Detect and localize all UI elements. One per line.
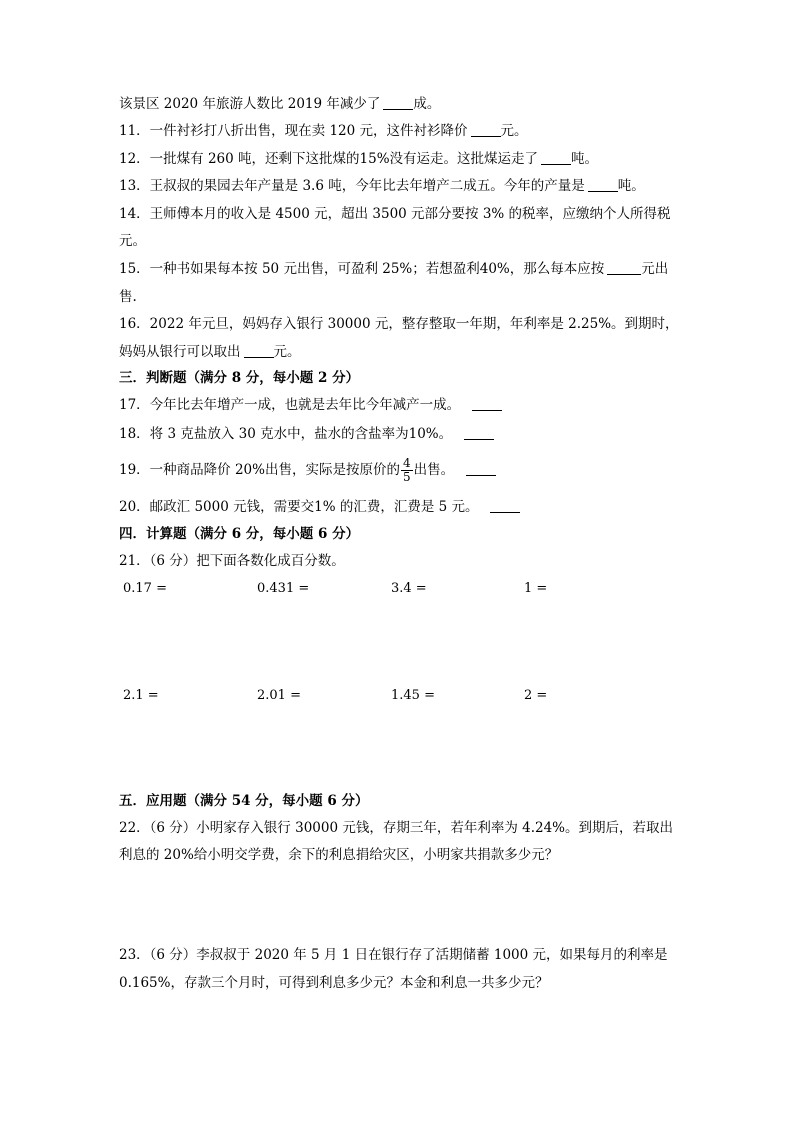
calc-item: 3.4 = [391,581,427,596]
answer-blank[interactable] [244,343,274,358]
question-13: 13．王叔叔的果园去年产量是 3.6 吨，今年比去年增产二成五。今年的产量是 吨。 [119,178,645,194]
answer-blank[interactable] [541,150,571,165]
question-17: 17．今年比去年增产一成，也就是去年比今年减产一成。 [119,395,502,415]
section-apply-heading: 五．应用题（满分 54 分，每小题 6 分） [119,793,369,809]
section-calc-heading: 四．计算题（满分 6 分，每小题 6 分） [119,526,360,542]
question-22-line2: 利息的 20%给小明交学费，余下的利息捐给灾区，小明家共捐款多少元？ [119,847,559,863]
calc-item: 2.1 = [123,688,159,703]
calc-item: 1.45 = [391,688,435,703]
question-15: 15．一种书如果每本按 50 元出售，可盈利 25%；若想盈利40%，那么每本应按 元出 [119,261,669,277]
question-14-line2: 元。 [119,233,146,249]
calc-item: 1 = [524,581,548,596]
answer-blank[interactable] [588,177,618,192]
calc-item: 2.01 = [257,688,301,703]
question-22: 22．（6 分）小明家存入银行 30000 元钱，存期三年，若年利率为 4.24%。到期后，若取出 [119,820,674,836]
answer-blank[interactable] [490,498,520,513]
question-23: 23．（6 分）李叔叔于 2020 年 5 月 1 日在银行存了活期储蓄 1000 元，如果每月的利率是 [119,947,668,963]
calc-item: 0.431 = [257,581,310,596]
q10-continuation: 该景区 2020 年旅游人数比 2019 年减少了 成。 [119,96,441,112]
question-11: 11．一件衬衫打八折出售，现在卖 120 元，这件衬衫降价 元。 [119,123,528,139]
answer-blank[interactable] [471,122,501,137]
question-12: 12．一批煤有 260 吨，还剩下这批煤的15%没有运走。这批煤运走了 吨。 [119,151,599,167]
answer-blank[interactable] [607,260,641,275]
question-16-line2: 妈妈从银行可以取出 元。 [119,344,301,360]
calc-item: 0.17 = [123,581,167,596]
question-18: 18．将 3 克盐放入 30 克水中，盐水的含盐率为10%。 [119,424,494,444]
question-20: 20．邮政汇 5000 元钱，需要交1% 的汇费，汇费是 5 元。 [119,497,520,517]
question-14: 14．王师傅本月的收入是 4500 元，超出 3500 元部分要按 3% 的税率，应缴纳个人所得税 [119,206,671,222]
answer-blank[interactable] [464,425,494,440]
section-judge-heading: 三．判断题（满分 8 分，每小题 2 分） [119,370,360,386]
question-15-line2: 售. [119,289,137,305]
fraction: $\frac{4}{5}$ [402,456,411,484]
question-23-line2: 0.165%，存款三个月时，可得到利息多少元？本金和利息一共多少元？ [119,975,549,991]
calc-item: 2 = [524,688,548,703]
answer-blank[interactable] [383,95,413,110]
answer-blank[interactable] [466,461,496,476]
question-19: 19．一种商品降价 20%出售，实际是按原价的 $\frac{4}{5}$ 出售。 [119,455,496,485]
question-21: 21．（6 分）把下面各数化成百分数。 [119,553,345,569]
question-16: 16．2022 年元旦，妈妈存入银行 30000 元，整存整取一年期，年利率是 2.25%。到期时， [119,316,679,332]
answer-blank[interactable] [472,396,502,411]
